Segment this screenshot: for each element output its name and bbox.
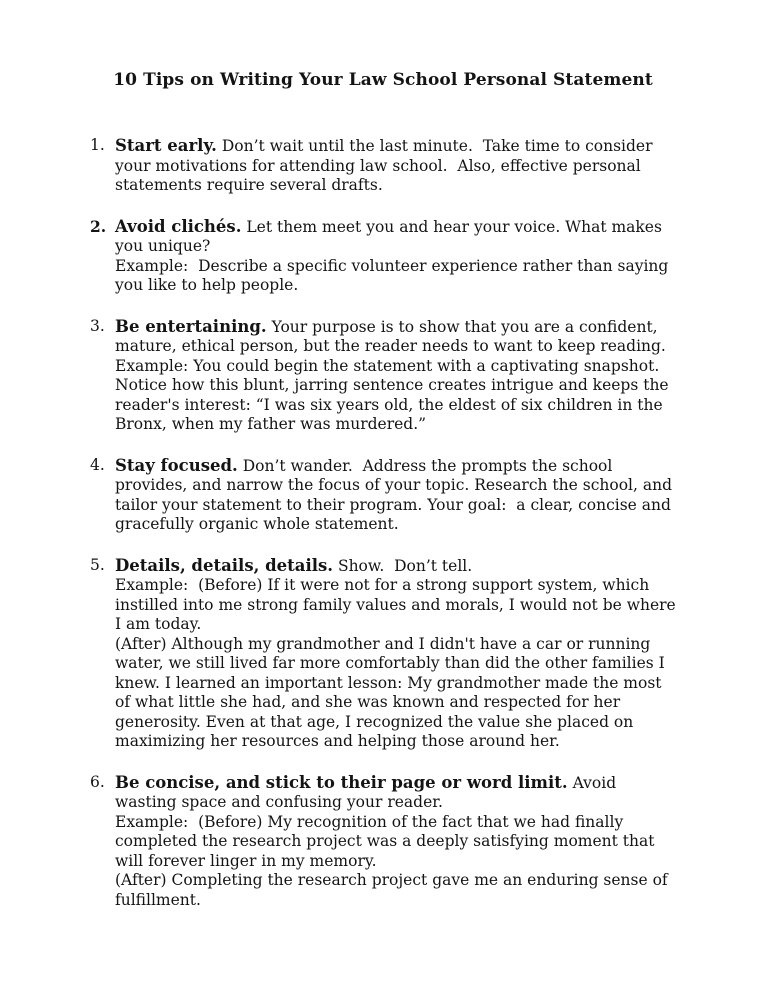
- item-body: Your purpose is to show that you are a confident, mature, ethical person, but the reader needs to want to keep reading.: [115, 317, 666, 355]
- item-example-line: (After) Completing the research project gave me an enduring sense of fulfillment.: [115, 871, 673, 909]
- list-item-3: [90, 317, 676, 435]
- item-lead: Be concise, and stick to their page or word limit.: [115, 772, 568, 792]
- item-number: 4.: [90, 455, 105, 474]
- item-lead: Be entertaining.: [115, 316, 267, 336]
- item-body: Don’t wait until the last minute. Take time to consider your motivations for attending law school. Also, effective personal statements require several drafts.: [115, 137, 658, 194]
- item-content: [115, 317, 676, 435]
- item-content: [115, 456, 676, 535]
- list-item-1: [90, 136, 676, 196]
- item-lead: Details, details, details.: [115, 555, 334, 575]
- item-content: [115, 136, 676, 196]
- item-example-line: Example: (Before) If it were not for a strong support system, which instilled into me strong family values and morals, I would not be where I am today.: [115, 576, 681, 633]
- item-body: Show. Don’t tell.: [337, 556, 473, 575]
- item-lead: Start early.: [115, 136, 217, 155]
- item-body: Let them meet you and hear your voice. What makes you unique?: [115, 217, 667, 255]
- item-example-line: Example: You could begin the statement with a captivating snapshot. Notice how this blunt, jarring sentence creates intrigue and keeps the reader's interest: “I was six years old, the eldest of six children in the Bronx, when my father was murdered.”: [115, 356, 674, 433]
- list-item-6: [90, 773, 676, 911]
- list-item-2: [90, 217, 676, 296]
- list-item-4: [90, 456, 676, 535]
- item-number: 5.: [90, 555, 105, 574]
- item-content: [115, 217, 676, 296]
- item-example-line: Example: Describe a specific volunteer experience rather than saying you like to help people.: [115, 256, 674, 294]
- item-lead: Avoid clichés.: [115, 216, 242, 236]
- item-example-line: Example: (Before) My recognition of the fact that we had finally completed the research project was a deeply satisfying moment that will forever linger in my memory.: [115, 812, 660, 870]
- item-body: Don’t wander. Address the prompts the school provides, and narrow the focus of your topic. Research the school, and tailor your statement to their program. Your goal: a clear, concise and gracefully organic whole statement.: [115, 456, 677, 533]
- item-number: 6.: [90, 772, 105, 791]
- document-title: 10 Tips on Writing Your Law School Personal Statement: [113, 70, 653, 90]
- item-number: 3.: [90, 316, 105, 335]
- item-number: 2.: [90, 216, 107, 236]
- item-body: Avoid wasting space and confusing your reader.: [115, 773, 622, 811]
- item-content: [115, 555, 681, 752]
- item-content: [115, 773, 676, 911]
- item-lead: Stay focused.: [115, 455, 238, 475]
- item-number: 1.: [90, 136, 105, 154]
- list-item-5: [90, 555, 681, 752]
- item-example-line: (After) Although my grandmother and I didn't have a car or running water, we still lived far more comfortably than did the other families I knew. I learned an important lesson: My grandmother made the most of what little she had, and she was known and respected for her generosity. Even at that age, I recognized the value she placed on maximizing her resources and helping those around her.: [115, 634, 670, 750]
